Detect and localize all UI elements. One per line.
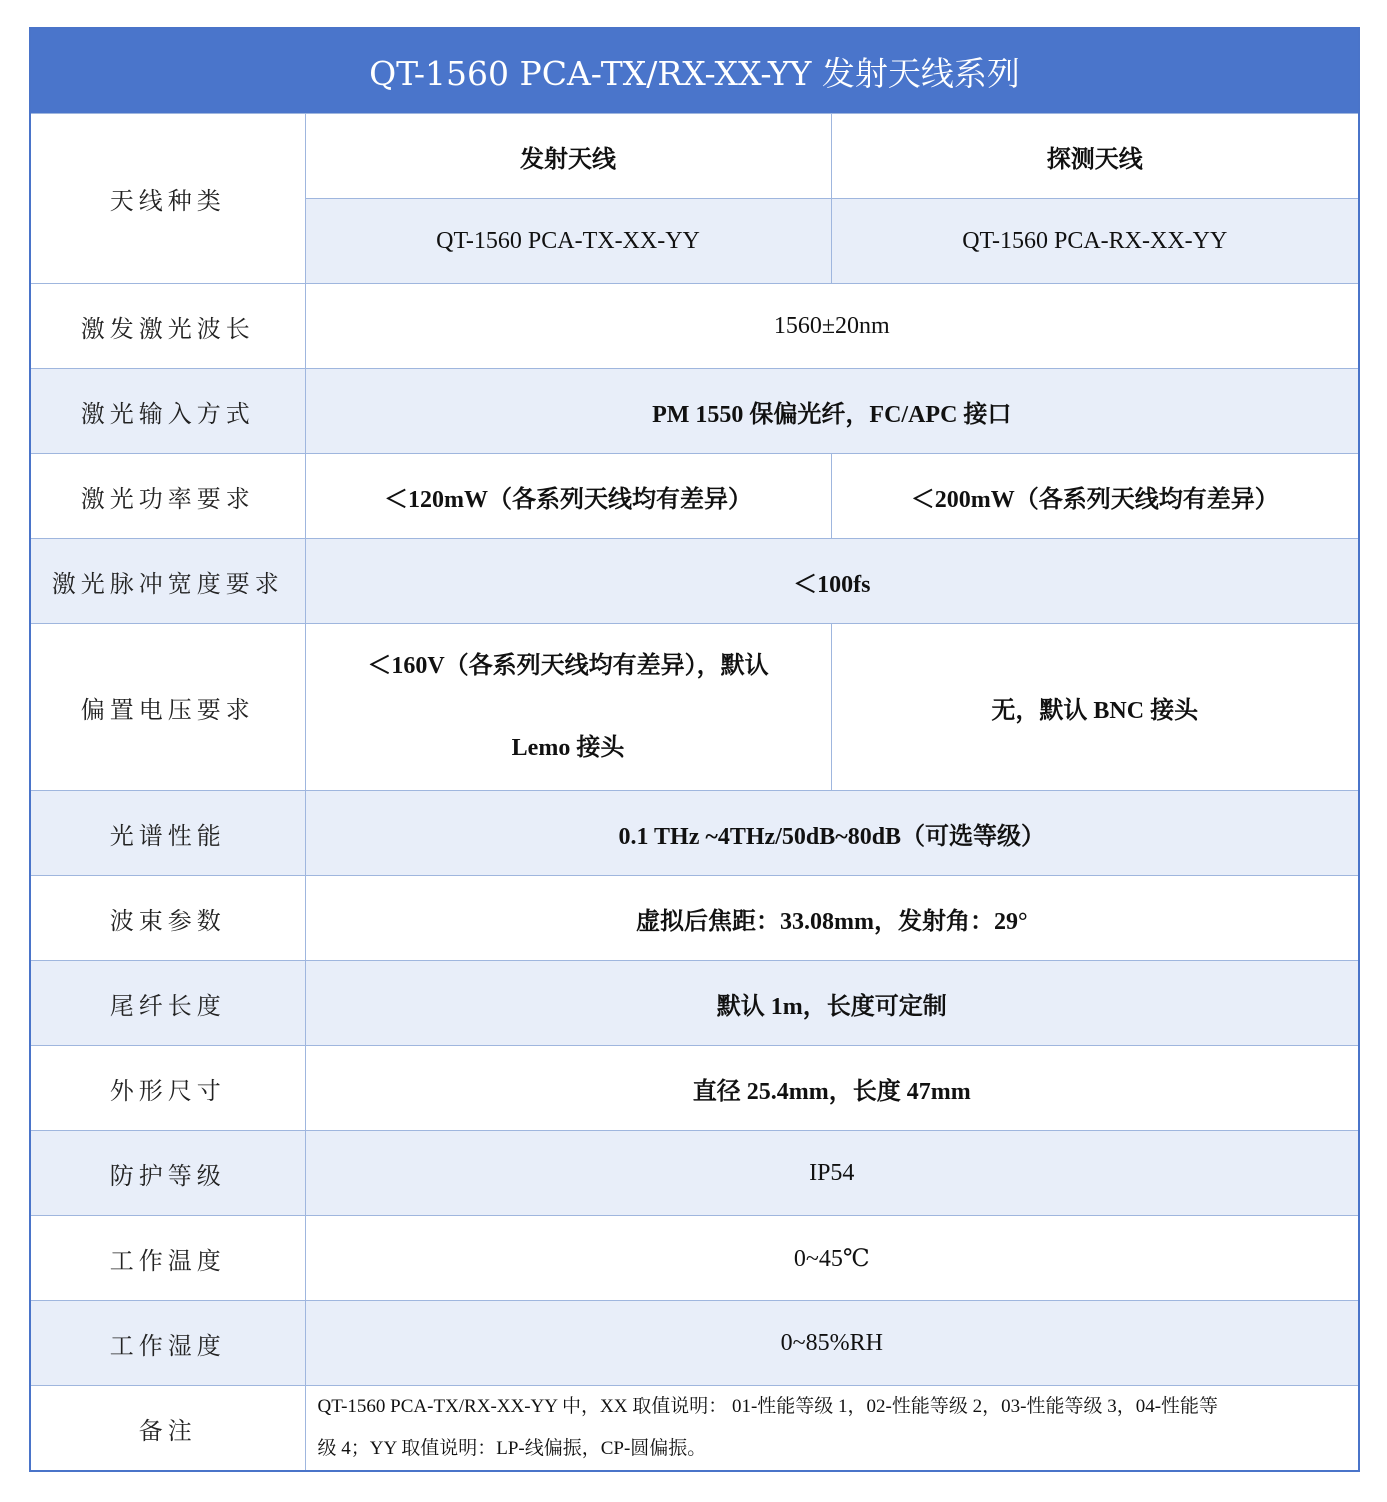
table-row-power	[30, 454, 1359, 539]
bias-tx-line2: Lemo 接头	[511, 735, 625, 761]
spec-table	[29, 27, 1360, 1472]
row-value-beam: 虚拟后焦距：33.08mm，发射角：29°	[305, 876, 1359, 961]
row-value-wavelength: 1560±20nm	[305, 284, 1359, 369]
row-label-bias-voltage: 偏置电压要求	[30, 624, 305, 791]
row-label-input-method: 激光输入方式	[30, 369, 305, 454]
tx-antenna-name: 发射天线	[305, 114, 831, 199]
row-label-humidity: 工作湿度	[30, 1301, 305, 1386]
row-label-power: 激光功率要求	[30, 454, 305, 539]
rx-antenna-model: QT-1560 PCA-RX-XX-YY	[831, 199, 1359, 284]
table-row-wavelength	[30, 284, 1359, 369]
table-row-pulse-width	[30, 539, 1359, 624]
row-label-antenna-type: 天线种类	[30, 114, 305, 284]
row-label-dimensions: 外形尺寸	[30, 1046, 305, 1131]
table-row-input-method	[30, 369, 1359, 454]
row-value-spectrum: 0.1 THz ~4THz/50dB~80dB（可选等级）	[305, 791, 1359, 876]
title-row	[30, 28, 1359, 114]
table-row-bias-voltage	[30, 624, 1359, 791]
table-row-beam	[30, 876, 1359, 961]
row-value-power-tx: ＜120mW（各系列天线均有差异）	[305, 454, 831, 539]
row-label-spectrum: 光谱性能	[30, 791, 305, 876]
table-title: QT-1560 PCA-TX/RX-XX-YY 发射天线系列	[30, 28, 1359, 114]
table-row-temperature	[30, 1216, 1359, 1301]
bias-tx-line1: ＜160V（各系列天线均有差异），默认	[367, 653, 769, 679]
row-label-pigtail: 尾纤长度	[30, 961, 305, 1046]
row-value-pigtail: 默认 1m，长度可定制	[305, 961, 1359, 1046]
rx-antenna-name: 探测天线	[831, 114, 1359, 199]
table-row-dimensions	[30, 1046, 1359, 1131]
row-value-input-method: PM 1550 保偏光纤，FC/APC 接口	[305, 369, 1359, 454]
row-label-protection: 防护等级	[30, 1131, 305, 1216]
remarks-line1: QT-1560 PCA-TX/RX-XX-YY 中，XX 取值说明： 01-性能等级 1，02-性能等级 2，03-性能等级 3，04-性能等	[317, 1396, 1219, 1417]
row-value-dimensions: 直径 25.4mm，长度 47mm	[305, 1046, 1359, 1131]
row-value-pulse-width: ＜100fs	[305, 539, 1359, 624]
row-value-power-rx: ＜200mW（各系列天线均有差异）	[831, 454, 1359, 539]
row-label-pulse-width: 激光脉冲宽度要求	[30, 539, 305, 624]
row-value-humidity: 0~85%RH	[305, 1301, 1359, 1386]
row-label-temperature: 工作温度	[30, 1216, 305, 1301]
row-value-temperature: 0~45℃	[305, 1216, 1359, 1301]
row-label-wavelength: 激发激光波长	[30, 284, 305, 369]
row-value-bias-voltage-tx	[305, 624, 831, 791]
row-label-beam: 波束参数	[30, 876, 305, 961]
tx-antenna-model: QT-1560 PCA-TX-XX-YY	[305, 199, 831, 284]
table-row-spectrum	[30, 791, 1359, 876]
table-row-remarks	[30, 1386, 1359, 1472]
table-row-pigtail	[30, 961, 1359, 1046]
row-value-remarks	[305, 1386, 1359, 1472]
table-row-antenna-type-names	[30, 114, 1359, 199]
row-value-protection: IP54	[305, 1131, 1359, 1216]
table-row-protection	[30, 1131, 1359, 1216]
row-value-bias-voltage-rx: 无，默认 BNC 接头	[831, 624, 1359, 791]
spec-sheet	[29, 27, 1358, 1472]
remarks-line2: 级 4；YY 取值说明：LP-线偏振，CP-圆偏振。	[317, 1438, 707, 1459]
table-row-humidity	[30, 1301, 1359, 1386]
row-label-remarks: 备注	[30, 1386, 305, 1472]
